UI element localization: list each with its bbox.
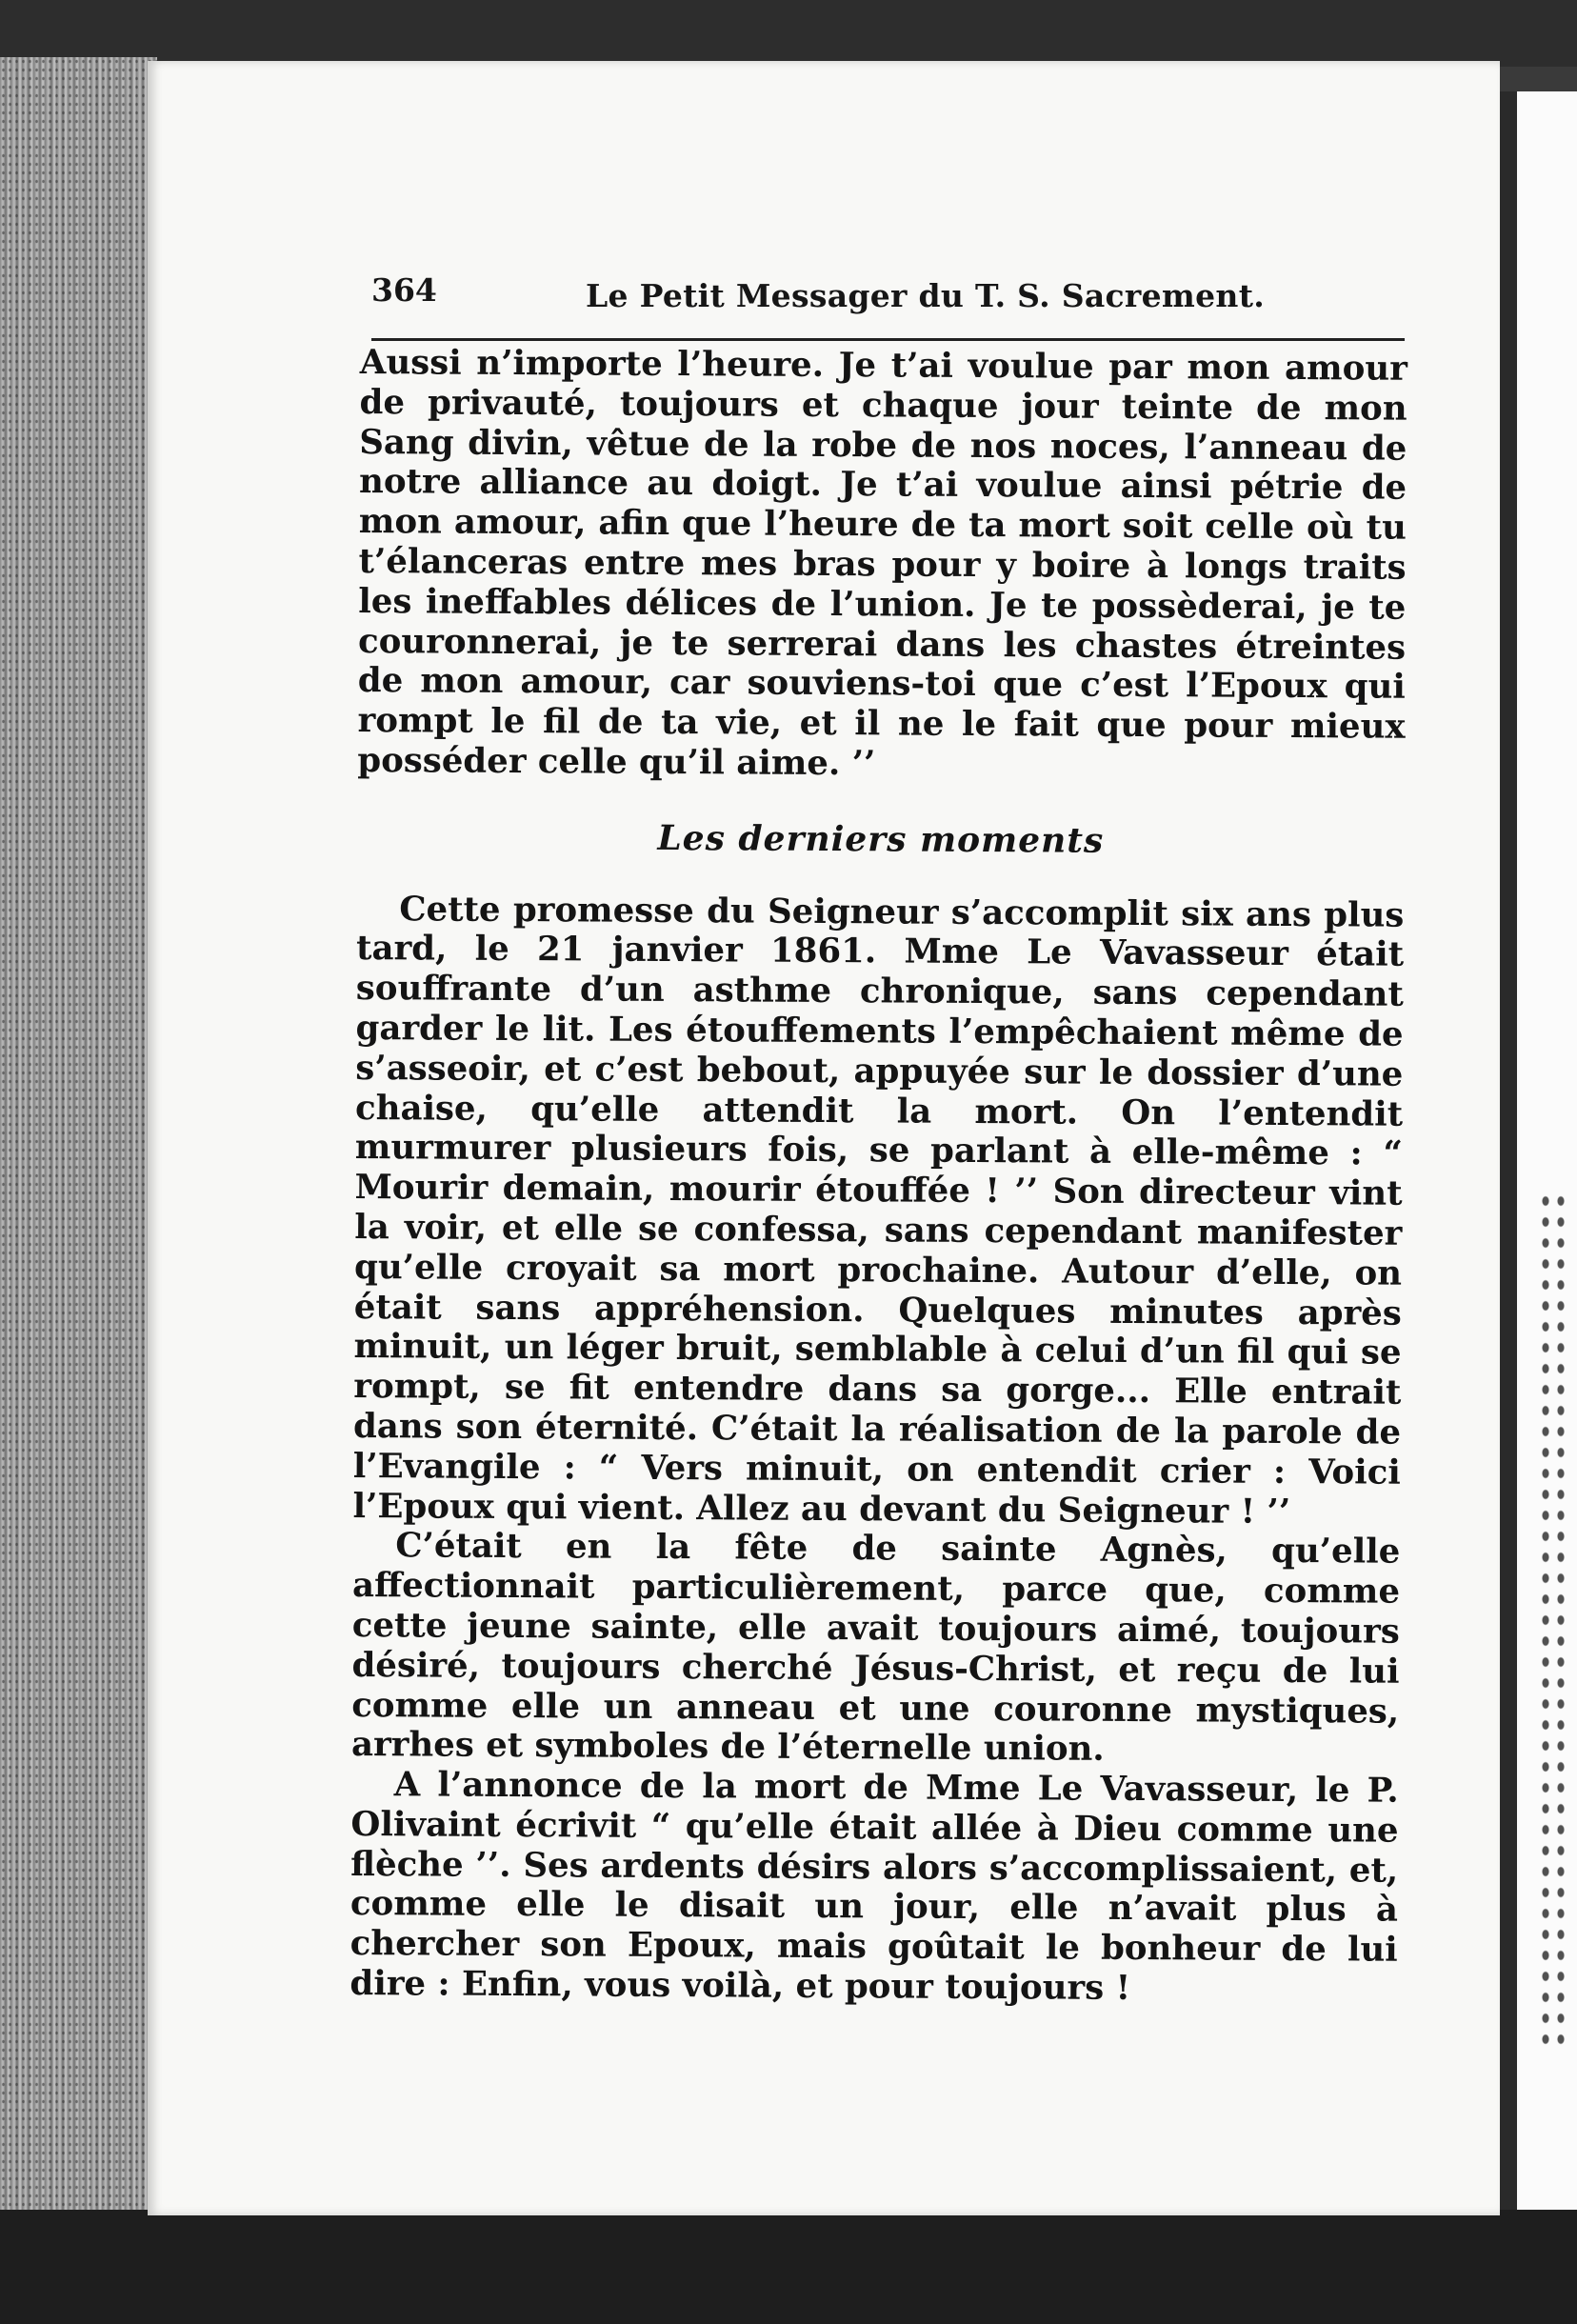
header-rule xyxy=(371,338,1405,341)
book-page-edges-texture xyxy=(0,57,157,2229)
facing-page-ornament xyxy=(1538,1191,1570,2048)
scan-background-bottom xyxy=(0,2210,1577,2324)
paragraph: A l’annonce de la mort de Mme Le Vavasseur, le P. Olivaint écrivit “ qu’elle était allée à Dieu comme une flèche ’’. Ses ardents désirs alors s’accomplissaient, et, comme elle le disait un jour, elle n’avait plus à chercher son Epoux, mais goûtait le bonheur de lui dire : Enfin, vous voilà, et pour toujours ! xyxy=(349,1765,1399,2009)
paragraph: C’était en la fête de sainte Agnès, qu’elle affectionnait particulièrement, parce que, comme cette jeune sainte, elle avait toujours aimé, toujours désiré, toujours cherché Jésus-Christ, et reçu de lui comme elle un anneau et une couronne mystiques, arrhes et symboles de l’éternelle union. xyxy=(350,1526,1401,1770)
scan-background-top xyxy=(0,0,1577,67)
page-number: 364 xyxy=(371,271,437,309)
section-heading: Les derniers moments xyxy=(657,817,1105,861)
paragraph: Aussi n’importe l’heure. Je t’ai voulue par mon amour de privauté, toujours et chaque jour teinte de mon Sang divin, vêtue de la robe de nos noces, l’anneau de notre alliance au doigt. Je t’ai voulue ainsi pétrie de mon amour, afin que l’heure de ta mort soit celle où tu t’élanceras entre mes bras pour y boire à longs traits les ineffables délices de l’union. Je te possèderai, je te couronnerai, je te serrerai dans les chastes étreintes de mon amour, car souviens-toi que c’est l’Epoux qui rompt le fil de ta vie, et il ne le fait que pour mieux posséder celle qu’il aime. ’’ xyxy=(357,343,1407,784)
page-header xyxy=(371,271,1400,319)
paragraph: Cette promesse du Seigneur s’accomplit six ans plus tard, le 21 janvier 1861. Mme Le Vavasseur était souffrante d’un asthme chronique, sans cependant garder le lit. Les étouffements l’empêchaient même de s’asseoir, et c’est bebout, appuyée sur le dossier d’une chaise, qu’elle attendit la mort. On l’entendit murmurer plusieurs fois, se parlant à elle-même : “ Mourir demain, mourir étouffée ! ’’ Son directeur vint la voir, et elle se confessa, sans cependant manifester qu’elle croyait sa mort prochaine. Autour d’elle, on était sans appréhension. Quelques minutes après minuit, un léger bruit, semblable à celui d’un fil qui se rompt, se fit entendre dans sa gorge... Elle entrait dans son éternité. C’était la réalisation de la parole de l’Evangile : “ Vers minuit, on entendit crier : Voici l’Epoux qui vient. Allez au devant du Seigneur ! ’’ xyxy=(352,889,1405,1532)
page-body xyxy=(349,343,1407,2011)
running-title: Le Petit Messager du T. S. Sacrement. xyxy=(586,277,1266,314)
